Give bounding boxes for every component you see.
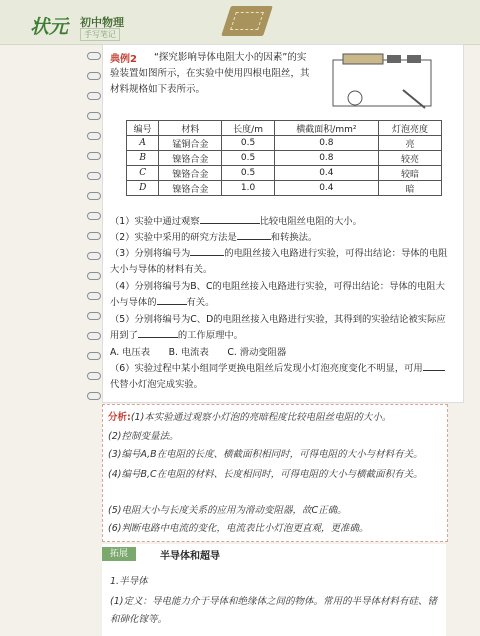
table-cell: 较暗: [378, 166, 441, 181]
extension-text: (1)定义：导电能力介于导体和绝缘体之间的物体。常用的半导体材料有硅、锗和砷化镓等。: [110, 596, 437, 625]
table-header-row: [127, 121, 442, 136]
material-table: [126, 120, 442, 196]
table-row: [127, 166, 442, 181]
question-3: （3）分别将编号为 的电阻丝接入电路进行实验，可得出结论：导体的电阻大小与导体的材料有关。: [110, 248, 448, 275]
book-subtitle: 手写笔记: [80, 28, 120, 41]
table-cell: 镍铬合金: [159, 166, 222, 181]
table-cell: 0.4: [274, 181, 378, 196]
table-cell: 暗: [378, 181, 441, 196]
analysis-line-1: 分析:(1)本实验通过观察小灯泡的亮暗程度比较电阻丝电阻的大小。: [108, 412, 392, 423]
table-row: [127, 136, 442, 151]
table-cell: D: [127, 181, 159, 196]
example-text: “探究影响导体电阻大小的因素”的实验装置如图所示，在实验中使用四根电阻丝，其材料规格如下表所示。: [110, 52, 310, 95]
table-cell: 0.4: [274, 166, 378, 181]
table-cell: 0.5: [222, 136, 274, 151]
question-5-options: A. 电压表 B. 电流表 C. 滑动变阻器: [110, 347, 287, 358]
brand-logo: 状元: [30, 16, 69, 38]
table-cell: 0.5: [222, 166, 274, 181]
analysis-line-5: (5)电阻大小与长度关系的应用为滑动变阻器，故C正确。: [108, 505, 347, 516]
header-cell: 材料: [159, 121, 222, 136]
extension-heading: 1.半导体: [110, 576, 148, 587]
table-cell: 亮: [378, 136, 441, 151]
table-cell: 0.8: [274, 151, 378, 166]
notebook-illustration: [221, 6, 273, 36]
table-cell: C: [127, 166, 159, 181]
table-cell: 锰铜合金: [159, 136, 222, 151]
header-cell: 编号: [127, 121, 159, 136]
extension-title: 半导体和超导: [160, 551, 220, 562]
table-row: [127, 151, 442, 166]
page-header: [0, 0, 480, 45]
header-cell: 长度/m: [222, 121, 274, 136]
analysis-line-2: (2)控制变量法。: [108, 431, 179, 442]
question-1: （1）实验中通过观察 比较电阻丝电阻的大小。: [110, 216, 362, 227]
question-5: （5）分别将编号为C、D的电阻丝接入电路进行实验，其得到的实验结论被实际应用到了 的工作原理中。: [110, 314, 446, 341]
question-2: （2）实验中采用的研究方法是 和转换法。: [110, 232, 318, 243]
spiral-binding: [87, 46, 101, 586]
header-cell: 横截面积/mm²: [274, 121, 378, 136]
table-cell: 1.0: [222, 181, 274, 196]
question-4: （4）分别将编号为B、C的电阻丝接入电路进行实验，可得出结论：导体的电阻大小与导体的 有关。: [110, 281, 445, 308]
table-cell: 0.5: [222, 151, 274, 166]
table-cell: B: [127, 151, 159, 166]
table-cell: 0.8: [274, 136, 378, 151]
analysis-heading: 分析:: [108, 412, 131, 423]
book-title: 初中物理: [80, 16, 124, 29]
question-6: （6）实验过程中某小组同学更换电阻丝后发现小灯泡亮度变化不明显，可用代替小灯泡完成实验。: [110, 361, 450, 393]
table-row: [127, 181, 442, 196]
analysis-line-3: (3)编号A,B在电阻的长度、横截面积相同时，可得电阻的大小与材料有关。: [108, 449, 423, 460]
circuit-diagram: [325, 52, 437, 112]
header-cell: 灯泡亮度: [378, 121, 441, 136]
table-cell: 镍铬合金: [159, 151, 222, 166]
analysis-line-6: (6)判断电路中电流的变化，电流表比小灯泡更直观，更准确。: [108, 523, 369, 534]
table-cell: A: [127, 136, 159, 151]
table-cell: 较亮: [378, 151, 441, 166]
example-label: 典例2: [110, 54, 137, 65]
table-cell: 镍铬合金: [159, 181, 222, 196]
analysis-line-4: (4)编号B,C在电阻的材料、长度相同时，可得电阻的大小与横截面积有关。: [108, 469, 423, 480]
extension-tag: 拓展: [102, 547, 136, 561]
